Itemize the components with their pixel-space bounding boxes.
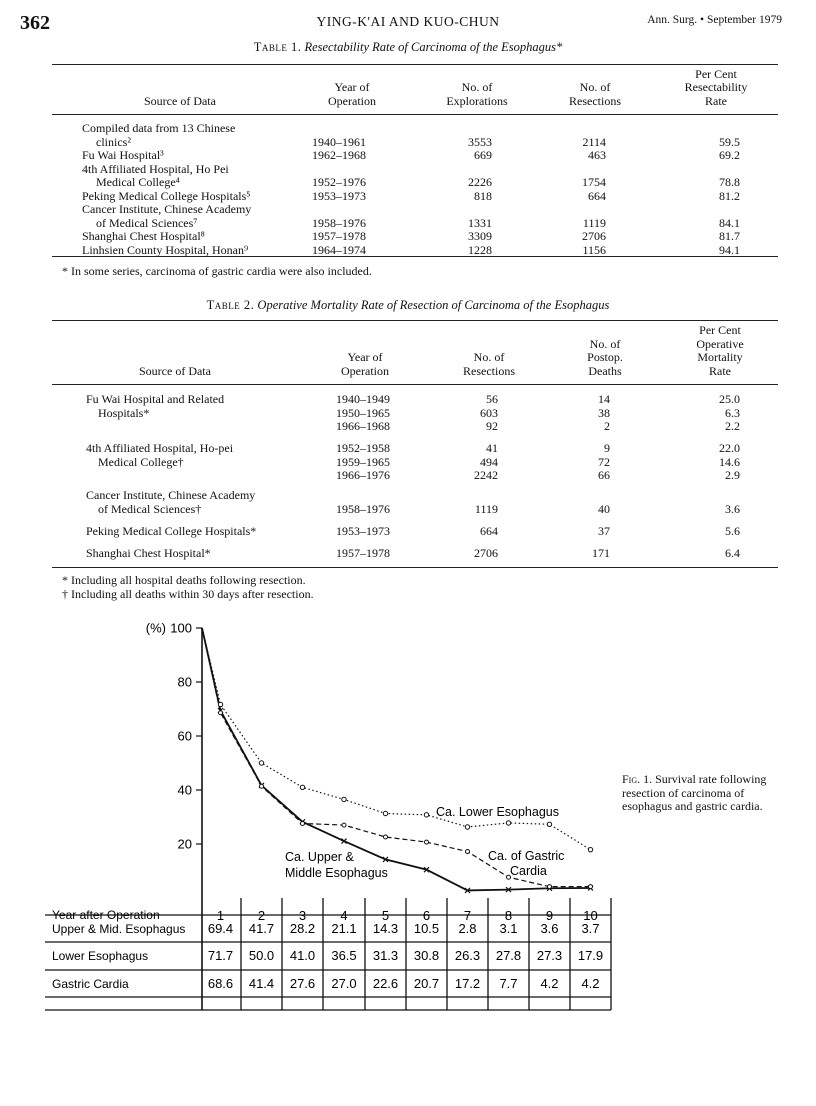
x-tick-label: 6	[422, 908, 431, 923]
data-label: 2.8	[458, 921, 477, 936]
table1-cell-explorations: 3309	[468, 229, 492, 243]
data-label: 22.6	[372, 976, 399, 991]
table1-cell-source: Medical College⁴	[96, 175, 180, 189]
table2-cell-resections: 664	[480, 524, 498, 538]
series-label: Middle Esophagus	[285, 866, 388, 880]
table2-cell-deaths: 72	[598, 454, 610, 469]
data-label: 30.8	[413, 948, 440, 963]
table1-footnote: * In some series, carcinoma of gastric cardia were also included.	[62, 264, 372, 278]
data-label: 27.3	[536, 948, 563, 963]
data-point	[342, 823, 346, 827]
table2-cell-deaths: 2	[604, 419, 610, 433]
data-label: 28.2	[289, 921, 316, 936]
table1-cell-rate: 69.2	[719, 148, 740, 162]
table2-cell-resections: 56	[486, 392, 498, 406]
table2-cell-rate: 2.9	[725, 468, 740, 482]
series-label: Ca. Upper &	[285, 850, 354, 864]
data-label: 10.5	[413, 921, 440, 936]
table1-cell-resections: 463	[588, 148, 606, 162]
table1-cell-resections: 1119	[582, 215, 606, 230]
table2-cell-resections: 2706	[474, 546, 498, 560]
table2-cell-deaths: 40	[598, 501, 610, 516]
data-label: 41.7	[248, 921, 275, 936]
data-point	[259, 761, 263, 765]
table1-col-rate: Resectability	[684, 80, 748, 94]
table2-cell-year: 1966–1976	[336, 468, 390, 482]
table1-cell-resections: 664	[588, 188, 606, 203]
table1-cell-rate: 59.5	[719, 134, 740, 149]
data-label: 26.3	[454, 948, 481, 963]
x-axis-title: Year after Operation	[52, 908, 160, 922]
data-label: 3.7	[581, 921, 600, 936]
y-tick-label: 60	[177, 728, 192, 744]
data-point	[465, 825, 469, 829]
table2-cell-year: 1959–1965	[336, 454, 390, 469]
data-point	[260, 784, 264, 788]
table1-cell-year: 1953–1973	[312, 188, 366, 203]
table2-cell-source: 4th Affiliated Hospital, Ho-pei	[86, 441, 234, 455]
data-label: 41.4	[248, 976, 275, 991]
table1-cell-year: 1952–1976	[312, 175, 366, 189]
table-row-label: Upper & Mid. Esophagus	[52, 922, 186, 936]
table2-col-year: Year of	[347, 350, 383, 364]
table2-cell-source: Hospitals*	[98, 405, 150, 420]
table1-cell-explorations: 1228	[468, 242, 492, 257]
data-label: 21.1	[331, 921, 357, 936]
data-point	[506, 821, 510, 825]
table1-cell-resections: 1156	[582, 242, 606, 257]
table2-cell-deaths: 9	[604, 441, 610, 455]
table1-col-explorations: No. of	[461, 80, 493, 94]
table2-cell-source: of Medical Sciences†	[98, 501, 202, 516]
table1-cell-year: 1964–1974	[312, 242, 366, 257]
table1-cell-source: Peking Medical College Hospitals⁵	[82, 188, 251, 203]
table2-col-resections: No. of	[473, 350, 505, 364]
table2-label: Table 2.	[206, 298, 255, 312]
table2-caption	[0, 298, 816, 313]
table2-cell-rate: 5.6	[725, 524, 740, 538]
table1-cell-rate: 94.1	[719, 242, 740, 257]
table1-cell-rate: 81.2	[719, 188, 740, 203]
table2-bottom-rule	[52, 567, 778, 568]
table1-cell-rate: 84.1	[719, 215, 740, 230]
x-tick-label: 8	[504, 908, 513, 923]
data-label: 27.8	[495, 948, 522, 963]
table2-footnote-1: * Including all hospital deaths following resection.	[62, 573, 306, 587]
table1-col-year: Year of	[334, 80, 370, 94]
table1-cell-year: 1957–1978	[312, 229, 366, 243]
data-label: 27.6	[289, 976, 316, 991]
table1-col-explorations: Explorations	[446, 93, 508, 108]
table2-col-rate: Per Cent	[699, 323, 741, 337]
series-line	[202, 628, 591, 887]
data-label: 36.5	[331, 948, 357, 963]
table1-cell-resections: 1754	[582, 175, 606, 189]
series-label: Ca. of Gastric	[488, 849, 565, 863]
table1-cell-source: 4th Affiliated Hospital, Ho Pei	[82, 161, 229, 176]
y-tick-label: 100	[170, 620, 192, 636]
table2-title: Operative Mortality Rate of Resection of Carcinoma of the Esophagus	[257, 298, 610, 312]
table2-cell-year: 1958–1976	[336, 501, 390, 516]
x-tick-label: 10	[583, 908, 598, 923]
table2-cell-source: Peking Medical College Hospitals*	[86, 524, 257, 538]
data-point	[300, 785, 304, 789]
table2-cell-rate: 22.0	[719, 441, 740, 455]
table2-cell-resections: 603	[480, 405, 498, 420]
running-head-journal: Ann. Surg. • September 1979	[647, 14, 782, 26]
x-tick-label: 4	[340, 908, 348, 923]
table1-cell-year: 1962–1968	[312, 148, 366, 162]
table2-cell-resections: 92	[486, 419, 498, 433]
table2-col-rate: Operative	[696, 336, 744, 351]
y-axis-unit: (%)	[145, 620, 166, 636]
data-point	[588, 847, 592, 851]
data-point	[466, 850, 470, 854]
table2-cell-deaths: 37	[598, 524, 610, 538]
table2-cell-deaths: 38	[598, 405, 610, 420]
table1-header-rule	[52, 114, 778, 115]
data-point	[384, 835, 388, 839]
data-label: 3.6	[540, 921, 559, 936]
x-tick-label: 5	[381, 908, 390, 923]
table2-cell-rate: 14.6	[719, 454, 740, 469]
data-label: 71.7	[207, 948, 234, 963]
table2-cell-year: 1952–1958	[336, 441, 390, 455]
table2-cell-year: 1966–1968	[336, 419, 390, 433]
table1-bottom-rule	[52, 256, 778, 257]
table2-top-rule	[52, 320, 778, 321]
table-row-label: Lower Esophagus	[52, 949, 149, 963]
table2-cell-rate: 6.4	[725, 546, 740, 560]
table1-title: Resectability Rate of Carcinoma of the Esophagus*	[304, 40, 563, 54]
data-point	[425, 840, 429, 844]
data-label: 17.2	[454, 976, 481, 991]
table2-cell-deaths: 171	[592, 546, 610, 560]
table2-cell-resections: 2242	[474, 468, 498, 482]
table1-cell-year: 1940–1961	[312, 134, 366, 149]
data-label: 69.4	[207, 921, 234, 936]
data-point	[589, 885, 593, 889]
table1-col-resections: No. of	[579, 80, 611, 94]
table2-cell-resections: 494	[480, 454, 498, 469]
data-label: 14.3	[372, 921, 399, 936]
table2-cell-source: Fu Wai Hospital and Related	[86, 392, 225, 406]
table2-cell-resections: 41	[486, 441, 498, 455]
figure-label: Fig. 1.	[622, 772, 653, 786]
x-tick-label: 3	[298, 908, 307, 923]
x-tick-label: 2	[257, 908, 266, 923]
data-label: 31.3	[372, 948, 399, 963]
x-tick-label: 9	[545, 908, 554, 923]
y-tick-label: 20	[177, 836, 192, 852]
table1-caption	[0, 40, 816, 55]
data-point	[218, 702, 222, 706]
data-point	[548, 885, 552, 889]
table2-cell-year: 1953–1973	[336, 524, 390, 538]
page-number: 362	[20, 12, 50, 34]
table2-cell-rate: 3.6	[725, 501, 740, 516]
data-point	[301, 821, 305, 825]
table1-cell-source: Shanghai Chest Hospital⁸	[82, 229, 205, 243]
table2-col-year: Operation	[341, 363, 389, 378]
table2-col-deaths: No. of	[589, 336, 621, 351]
data-label: 27.0	[331, 976, 357, 991]
table2-cell-year: 1940–1949	[336, 392, 390, 406]
table2-col-rate: Mortality	[697, 350, 743, 364]
table2-col-rate: Rate	[709, 363, 731, 378]
data-label: 7.7	[499, 976, 518, 991]
table1-cell-source: Compiled data from 13 Chinese	[82, 121, 236, 135]
y-tick-label: 40	[177, 782, 192, 798]
table1-cell-source: Cancer Institute, Chinese Academy	[82, 202, 252, 216]
figure-caption	[622, 773, 787, 814]
table2-cell-rate: 6.3	[725, 405, 740, 420]
table1-cell-explorations: 2226	[468, 175, 492, 189]
table1-cell-rate: 78.8	[719, 175, 740, 189]
running-head-authors: YING-K'AI AND KUO-CHUN	[316, 14, 500, 29]
table-row-label: Gastric Cardia	[52, 977, 129, 991]
table2-col-deaths: Deaths	[588, 363, 622, 378]
table2-cell-source: Cancer Institute, Chinese Academy	[86, 488, 256, 502]
table1-cell-explorations: 818	[474, 188, 492, 203]
table1-col-rate: Per Cent	[695, 66, 737, 81]
table1-cell-source: Fu Wai Hospital³	[82, 148, 164, 162]
table1-cell-source: clinics²	[96, 134, 131, 149]
table1-cell-year: 1958–1976	[312, 215, 366, 230]
table1-top-rule	[52, 64, 778, 65]
table2-header-rule	[52, 384, 778, 385]
data-label: 20.7	[413, 976, 440, 991]
data-label: 50.0	[248, 948, 275, 963]
data-point	[219, 711, 223, 715]
table2-col-deaths: Postop.	[587, 350, 623, 364]
table2-cell-rate: 2.2	[725, 419, 740, 433]
table2-cell-deaths: 14	[598, 392, 610, 406]
table1-col-year: Operation	[328, 93, 376, 108]
table1-cell-source: of Medical Sciences⁷	[96, 215, 198, 230]
table1-cell-explorations: 1331	[468, 215, 492, 230]
table2-footnote-2: † Including all deaths within 30 days after resection.	[62, 587, 314, 601]
table2-col-resections: Resections	[463, 363, 515, 378]
figure-caption-text: Survival rate following resection of carcinoma of esophagus and gastric cardia.	[622, 772, 767, 813]
table1-cell-resections: 2114	[582, 134, 606, 149]
table2-cell-rate: 25.0	[719, 392, 740, 406]
data-label: 3.1	[499, 921, 518, 936]
data-point	[383, 811, 387, 815]
data-label: 41.0	[289, 948, 316, 963]
table1-cell-explorations: 669	[474, 148, 492, 162]
x-tick-label: 1	[216, 908, 225, 923]
table2-cell-source: Medical College†	[98, 454, 184, 469]
table2-cell-year: 1957–1978	[336, 546, 390, 560]
data-point	[547, 822, 551, 826]
table1-cell-explorations: 3553	[468, 134, 492, 149]
series-label: Cardia	[510, 864, 547, 878]
table2-cell-resections: 1119	[474, 501, 498, 516]
table2-col-source: Source of Data	[139, 363, 211, 378]
data-label: 68.6	[207, 976, 234, 991]
y-tick-label: 80	[177, 674, 192, 690]
table1-col-rate: Rate	[705, 93, 727, 108]
data-point	[424, 813, 428, 817]
table1-col-resections: Resections	[569, 93, 621, 108]
table1-label: Table 1.	[253, 40, 302, 54]
table2-cell-deaths: 66	[598, 468, 610, 482]
x-tick-label: 7	[463, 908, 472, 923]
data-point	[342, 797, 346, 801]
data-label: 4.2	[540, 976, 559, 991]
table1-cell-resections: 2706	[582, 229, 606, 243]
table1-cell-source: Linhsien County Hospital, Honan⁹	[82, 242, 249, 257]
table1-cell-rate: 81.7	[719, 229, 740, 243]
data-label: 4.2	[581, 976, 600, 991]
data-label: 17.9	[577, 948, 604, 963]
series-label: Ca. Lower Esophagus	[436, 805, 559, 819]
table2-cell-year: 1950–1965	[336, 405, 390, 420]
table1-col-source: Source of Data	[144, 93, 216, 108]
table2-cell-source: Shanghai Chest Hospital*	[86, 546, 211, 560]
